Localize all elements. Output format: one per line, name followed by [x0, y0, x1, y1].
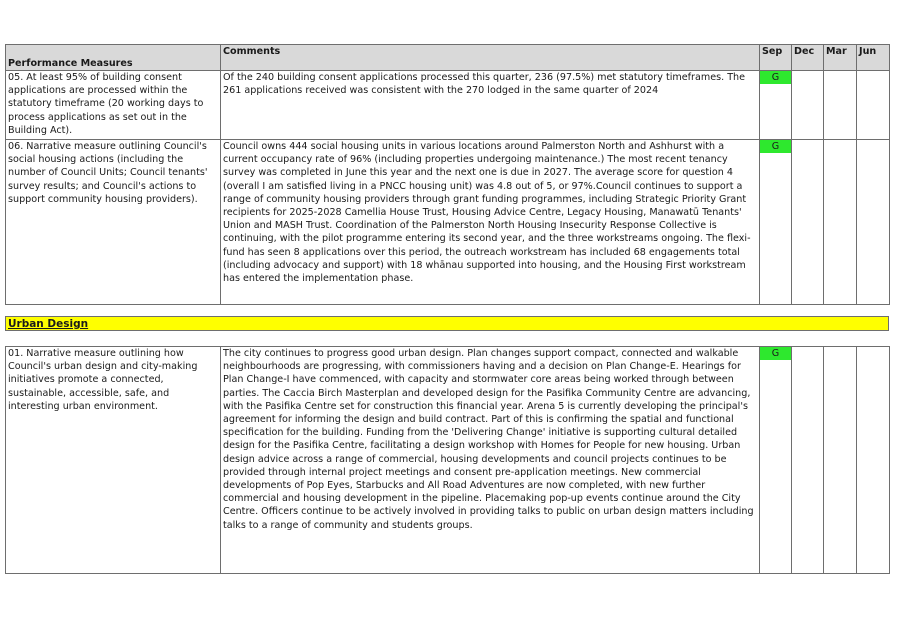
- header-jun: Jun: [857, 45, 890, 71]
- rating-cell-dec: [792, 71, 824, 140]
- rating-cell-dec: [792, 347, 824, 574]
- comment-cell: The city continues to progress good urban design. Plan changes support compact, connected and walkable neighbourhoods are progressing, with commissioners having and a decision on Plan Change-E. Hearings for Plan Change-I have commenced, with capacity and stormwater core areas being worked through between parties. The Caccia Birch Masterplan and developed design for the Pasifika Community Centre are advancing, with the Pasifika Centre set for construction this financial year. Arena 5 is currently developing the principal's agreement for informing the design and build contract. Part of this is confirming the spatial and functional specification for the building. Funding from the 'Delivering Change' initiative is supporting cultural detailed design for the Pasifika Centre, facilitating a design workshop with Homes for People for new housing. Urban design advice across a range of commercial, housing developments and council projects continues to be provided through internal project meetings and consent pre-application meetings. New commercial developments of Pop Eyes, Starbucks and All Road Adventures are now completed, with new further commercial and housing development in the pipeline. Placemaking pop-up events continue around the City Centre. Officers continue to be actively involved in providing talks to public on urban design matters including talks to a range of community and students groups.: [221, 347, 760, 574]
- measure-cell: 01. Narrative measure outlining how Council's urban design and city-making initiatives promote a connected, sustainable, accessible, safe, and interesting urban environment.: [6, 347, 221, 574]
- table-header-row: [6, 45, 890, 71]
- rating-cell-sep: [760, 140, 792, 305]
- header-dec: Dec: [792, 45, 824, 71]
- measures-table-b: [5, 346, 890, 574]
- table-row: [6, 71, 890, 140]
- header-sep: Sep: [760, 45, 792, 71]
- rating-cell-jun: [857, 347, 890, 574]
- measures-table-a: [5, 44, 890, 305]
- status-badge: G: [760, 71, 791, 84]
- section-title-urban-design: Urban Design: [5, 316, 889, 331]
- rating-cell-mar: [824, 71, 857, 140]
- rating-cell-sep: [760, 347, 792, 574]
- header-comments: Comments: [221, 45, 760, 71]
- table-row: [6, 140, 890, 305]
- measure-cell: 05. At least 95% of building consent applications are processed within the statutory timeframe (20 working days to process applications as set out in the Building Act).: [6, 71, 221, 140]
- rating-cell-dec: [792, 140, 824, 305]
- measure-cell: 06. Narrative measure outlining Council's social housing actions (including the number of Council Units; Council tenants' survey results; and Council's actions to support community housing providers).: [6, 140, 221, 305]
- comment-cell: Of the 240 building consent applications processed this quarter, 236 (97.5%) met statutory timeframes. The 261 applications received was consistent with the 270 lodged in the same quarter of 2024: [221, 71, 760, 140]
- rating-cell-jun: [857, 71, 890, 140]
- table-row: [6, 347, 890, 574]
- rating-cell-mar: [824, 140, 857, 305]
- status-badge: G: [760, 140, 791, 153]
- rating-cell-jun: [857, 140, 890, 305]
- rating-cell-mar: [824, 347, 857, 574]
- comment-cell: Council owns 444 social housing units in various locations around Palmerston North and Ashhurst with a current occupancy rate of 96% (including properties undergoing maintenance.) The most recent tenancy survey was completed in June this year and the next one is due in 2027. The average score for question 4 (overall I am satisfied living in a PNCC housing unit) was 4.8 out of 5, or 97%.Council continues to support a range of community housing providers through grant funding programmes, including Strategic Priority Grant recipients for 2025-2028 Camellia House Trust, Housing Advice Centre, Legacy Housing, Manawatū Tenants' Union and MASH Trust. Coordination of the Palmerston North Housing Insecurity Response Collective is continuing, with the pilot programme entering its second year, and the three workstreams ongoing. The flexi-fund has seen 8 applications over this period, the outreach workstream has included 68 engagements total (including advocacy and support) with 18 whānau supported into housing, and the Housing First workstream has entered the implementation phase.: [221, 140, 760, 305]
- rating-cell-sep: [760, 71, 792, 140]
- header-mar: Mar: [824, 45, 857, 71]
- status-badge: G: [760, 347, 791, 360]
- header-performance-measures: Performance Measures: [6, 45, 221, 71]
